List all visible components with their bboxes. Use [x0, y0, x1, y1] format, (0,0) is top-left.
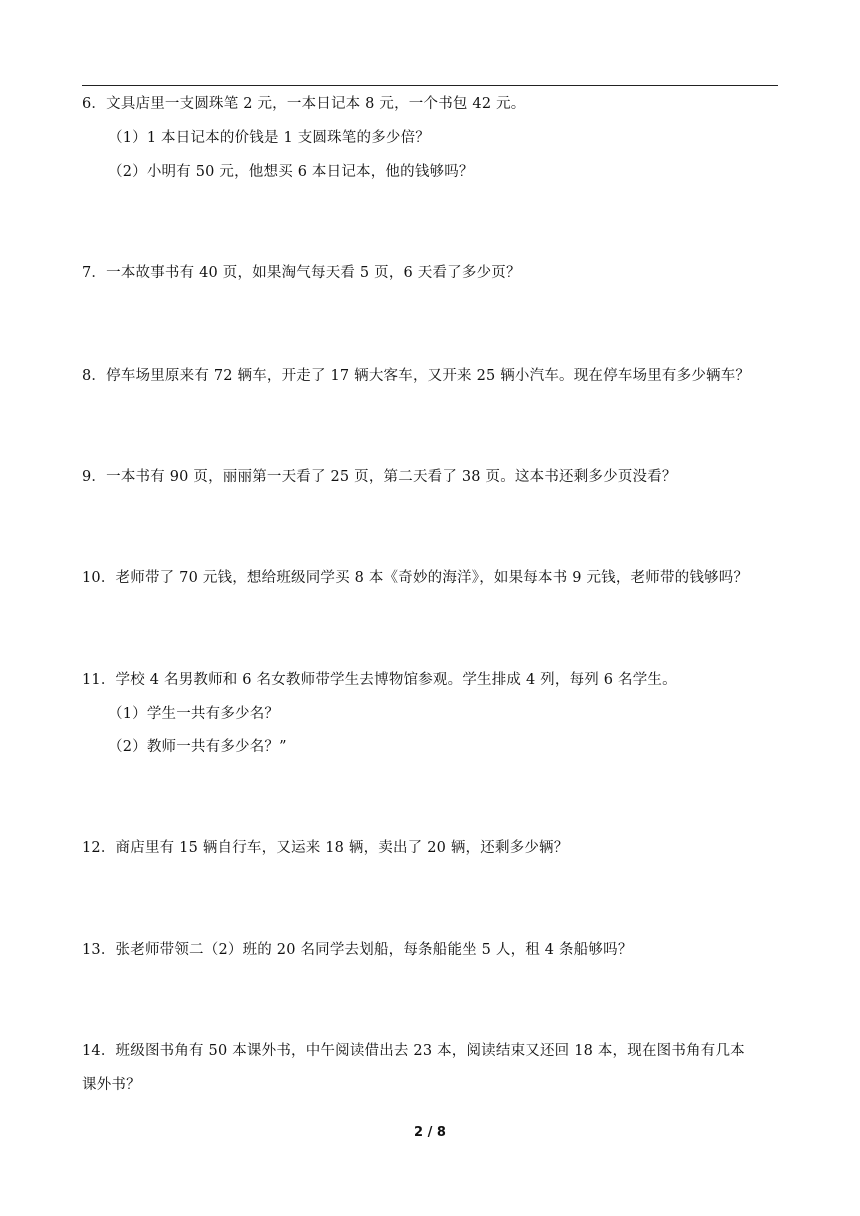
question-12-stem: 12．商店里有 15 辆自行车，又运来 18 辆，卖出了 20 辆，还剩多少辆？ [82, 840, 569, 856]
question-7-stem: 7．一本故事书有 40 页，如果淘气每天看 5 页，6 天看了多少页？ [82, 265, 521, 281]
question-11-sub-2: （2）教师一共有多少名？” [108, 739, 287, 755]
question-6-sub-2: （2）小明有 50 元，他想买 6 本日记本，他的钱够吗？ [108, 164, 474, 180]
question-9-stem: 9．一本书有 90 页，丽丽第一天看了 25 页，第二天看了 38 页。这本书还剩多少页没看？ [82, 469, 677, 485]
question-14-stem: 14．班级图书角有 50 本课外书，中午阅读借出去 23 本，阅读结束又还回 18 本，现在图书角有几本 [82, 1043, 745, 1059]
question-10-stem: 10．老师带了 70 元钱，想给班级同学买 8 本《奇妙的海洋》，如果每本书 9 元钱，老师带的钱够吗？ [82, 570, 749, 586]
question-8-stem: 8．停车场里原来有 72 辆车，开走了 17 辆大客车，又开来 25 辆小汽车。现在停车场里有多少辆车？ [82, 368, 751, 384]
page-number: 2 / 8 [414, 1125, 446, 1140]
question-11-sub-1: （1）学生一共有多少名？ [108, 706, 280, 722]
question-13-stem: 13．张老师带领二（2）班的 20 名同学去划船，每条船能坐 5 人，租 4 条船够吗？ [82, 942, 633, 958]
question-14-stem-continued: 课外书？ [82, 1077, 141, 1093]
question-11-stem: 11．学校 4 名男教师和 6 名女教师带学生去博物馆参观。学生排成 4 列，每列 6 名学生。 [82, 672, 677, 688]
question-6-sub-1: （1）1 本日记本的价钱是 1 支圆珠笔的多少倍？ [108, 130, 431, 146]
header-rule [82, 85, 778, 86]
question-6-stem: 6．文具店里一支圆珠笔 2 元，一本日记本 8 元，一个书包 42 元。 [82, 96, 526, 112]
